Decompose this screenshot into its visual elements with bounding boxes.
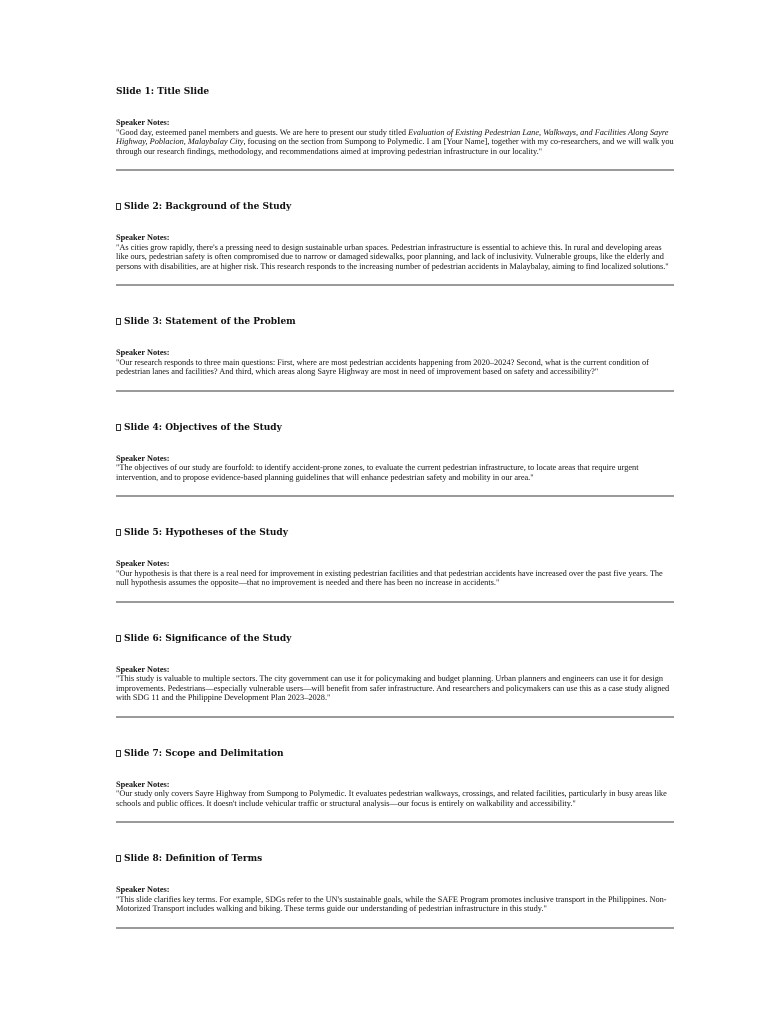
missing-glyph-icon [116,203,121,210]
study-title-italic: Evaluation of Existing Pedestrian Lane, Walkways, and Facilities Along Sayre Highway, Poblacion, Malaybalay City [116,127,669,146]
slide-section-4 [116,422,674,498]
section-divider [116,390,674,392]
section-divider [116,284,674,286]
speaker-notes-label: Speaker Notes: [116,233,170,242]
missing-glyph-icon [116,855,121,862]
section-divider [116,927,674,929]
slide-section-2 [116,201,674,286]
slide-title: Slide 1: Title Slide [116,87,210,97]
speaker-notes-text: "The objectives of our study are fourfold: to identify accident-prone zones, to evaluate the current pedestrian infrastructure, to locate areas that require urgent intervention, and to propose evidence-based planning guidelines that will enhance pedestrian safety and mobility in our area." [116,463,639,482]
missing-glyph-icon [116,424,121,431]
slide-title: Slide 7: Scope and Delimitation [116,748,674,760]
slide-section-1 [116,86,674,171]
speaker-notes-text: "Our study only covers Sayre Highway from Sumpong to Polymedic. It evaluates pedestrian walkways, crossings, and related facilities, particularly in busy areas like schools and public offices. It doesn't include vehicular traffic or structural analysis—our focus is entirely on walkability and accessibility." [116,789,667,808]
slide-section-7 [116,748,674,824]
speaker-notes-label: Speaker Notes: [116,348,170,357]
speaker-notes-text: "Good day, esteemed panel members and guests. We are here to present our study titled Evaluation of Existing Pedestrian Lane, Walkways, and Facilities Along Sayre Highway, Poblacion, Malaybalay City, focusing on the section from Sumpong to Polymedic. I am [Your Name], together with my co-researchers, and we will walk you through our research findings, methodology, and recommendations aimed at improving pedestrian infrastructure in our locality." [116,127,674,156]
section-divider [116,495,674,497]
speaker-notes-label: Speaker Notes: [116,118,170,127]
section-divider [116,169,674,171]
speaker-notes-text: "This study is valuable to multiple sectors. The city government can use it for policymaking and budget planning. Urban planners and engineers can use it for design improvements. Pedestrians—especially vulnerable users—will benefit from safer infrastructure. And researchers and policymakers can use this as a case study aligned with SDG 11 and the Philippine Development Plan 2023–2028." [116,674,670,702]
slide-title: Slide 5: Hypotheses of the Study [116,527,674,539]
speaker-notes-label: Speaker Notes: [116,664,170,674]
slide-title: Slide 8: Definition of Terms [116,853,674,865]
section-divider [116,821,674,823]
speaker-notes-text: "This slide clarifies key terms. For example, SDGs refer to the UN's sustainable goals, while the SAFE Program promotes inclusive transport in the Philippines. Non-Motorized Transport includes walking and biking. These terms guide our understanding of pedestrian infrastructure in this study." [116,894,667,913]
missing-glyph-icon [116,318,121,325]
speaker-notes-label: Speaker Notes: [116,779,170,789]
missing-glyph-icon [116,529,121,536]
section-divider [116,716,674,718]
slide-title: Slide 6: Significance of the Study [116,633,674,645]
document-page [116,86,674,959]
speaker-notes-text: "Our hypothesis is that there is a real need for improvement in existing pedestrian facilities and that pedestrian accidents have increased over the past five years. The null hypothesis assumes the opposite—that no improvement is needed and there has been no increase in accidents." [116,568,663,587]
slide-title: Slide 3: Statement of the Problem [116,316,674,328]
section-divider [116,601,674,603]
slide-section-8 [116,853,674,929]
speaker-notes-text: "As cities grow rapidly, there's a pressing need to design sustainable urban spaces. Pedestrian infrastructure is essential to achieve this. In rural and developing areas like ours, pedestrian safety is often compromised due to narrow or damaged sidewalks, poor planning, and lack of inclusivity. Vulnerable groups, like the elderly and persons with disabilities, are at higher risk. This research responds to the increasing number of pedestrian accidents in Malaybalay, aiming to find localized solutions." [116,242,669,271]
slide-section-3 [116,316,674,392]
slide-title: Slide 4: Objectives of the Study [116,422,674,434]
speaker-notes-text: "Our research responds to three main questions: First, where are most pedestrian accidents happening from 2020–2024? Second, what is the current condition of pedestrian lanes and facilities? And third, which areas along Sayre Highway are most in need of improvement based on safety and accessibility?" [116,357,649,376]
missing-glyph-icon [116,750,121,757]
missing-glyph-icon [116,635,121,642]
slide-title: Slide 2: Background of the Study [116,201,674,213]
speaker-notes-label: Speaker Notes: [116,885,170,894]
slide-section-6 [116,633,674,718]
speaker-notes-label: Speaker Notes: [116,453,170,463]
slide-section-5 [116,527,674,603]
speaker-notes-label: Speaker Notes: [116,559,170,568]
